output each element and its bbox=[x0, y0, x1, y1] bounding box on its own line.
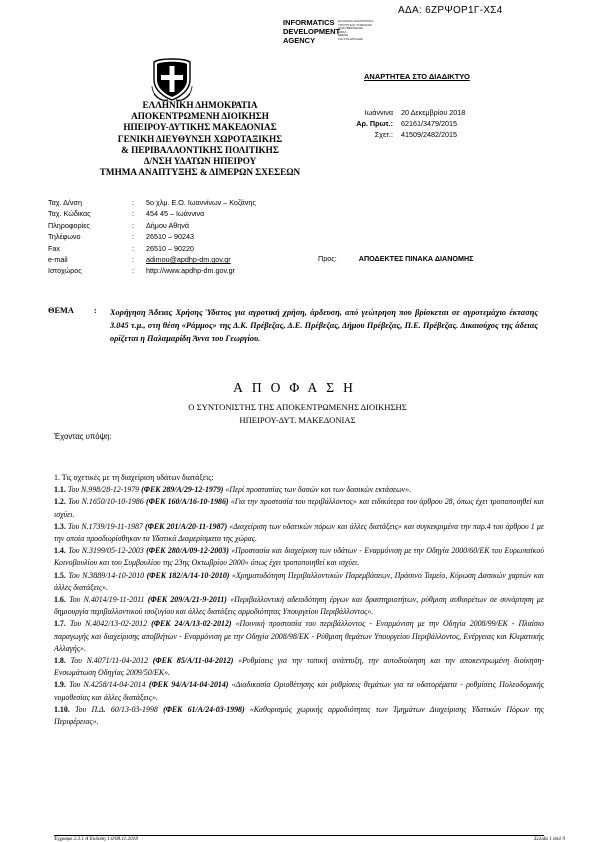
meta-date-row bbox=[330, 107, 465, 118]
page-number: Σελίδα 1 από 9 bbox=[534, 836, 565, 842]
ida-line: AGENCY bbox=[283, 36, 316, 45]
item-title: «Ρυθμίσεις για την τοπική ανάπτυξη, την αυτοδιοίκηση και την αποκεντρωμένη διοίκηση-Ενσωμάτωση Οδηγίας 2009/50/ΕΚ». bbox=[54, 656, 545, 678]
legal-item bbox=[54, 704, 544, 728]
recipients-label: Προς: bbox=[318, 254, 337, 263]
ida-line: INFORMATICS bbox=[283, 18, 335, 27]
item-gazette: (ΦΕΚ 289/Α/29-12-1979) bbox=[141, 485, 224, 495]
authority-line: ΑΠΟΚΕΝΤΡΩΜΕΝΗ ΔΙΟΙΚΗΣΗ bbox=[131, 111, 269, 122]
website-link[interactable]: http://www.apdhp-dm.gov.gr bbox=[146, 266, 235, 276]
item-law: Του Ν.4042/13-02-2012 bbox=[69, 619, 148, 629]
ida-fine-print bbox=[338, 20, 390, 42]
item-gazette: (ΦΕΚ 280/Α/09-12-2003) bbox=[146, 546, 229, 556]
meta-value: 62161/3479/2015 bbox=[401, 119, 457, 128]
legal-item bbox=[54, 655, 544, 679]
item-title: «Προστασία και διαχείριση των υδάτων - Εναρμόνιση με την Οδηγία 2000/60/ΕΚ του Ευρωπαϊκού Κοινοβουλίου και του Συμβουλίου της 23ης Οκτωβρίου 2000» όπως έχει τροποποιηθεί και ισχύει. bbox=[54, 546, 544, 568]
contact-row: Πληροφορίες : Δήμου Αθηνά bbox=[48, 220, 190, 230]
legal-item bbox=[54, 545, 544, 569]
recipients-value: ΑΠΟΔΕΚΤΕΣ ΠΙΝΑΚΑ ΔΙΑΝΟΜΗΣ bbox=[358, 254, 474, 263]
item-title: «Καθορισμός χωρικής αρμοδιότητας των Τμημάτων Διαχείρισης Υδατικών Πόρων της Περιφέρειας». bbox=[54, 704, 544, 727]
contact-label: Ταχ. Δ/νση bbox=[48, 198, 82, 207]
email-link[interactable]: adimou@apdhp-dm.gov.gr bbox=[146, 255, 231, 265]
section-heading: 1. Τις σχετικές με τη διαχείριση υδάτων διατάξεις: bbox=[54, 473, 214, 482]
legal-item bbox=[54, 618, 544, 655]
contact-label: Πληροφορίες bbox=[48, 220, 90, 230]
contact-label: Fax bbox=[48, 243, 60, 253]
item-title: «Περί προστασίας των δασών και των δασικών εκτάσεων». bbox=[225, 485, 412, 495]
item-gazette: (ΦΕΚ 182/Α/14-10-2010) bbox=[146, 570, 230, 580]
item-title: «Διαδικασία Οριοθέτησης και ρυθμίσεις θεμάτων για τα υδατορέματα - ρυθμίσεις Πολεοδομικής νομοθεσίας και άλλες διατάξεις». bbox=[54, 680, 544, 702]
contact-details bbox=[48, 197, 256, 277]
item-law: Του Ν.4258/14-04-2014 bbox=[69, 680, 146, 690]
posting-notice: ΑΝΑΡΤΗΤΕΑ ΣΤΟ ΔΙΑΔΙΚΤΥΟ bbox=[364, 72, 470, 81]
meta-label: Ιωάννινα bbox=[364, 108, 393, 117]
item-number: 1.2. bbox=[54, 497, 66, 507]
subject-label: ΘΕΜΑ bbox=[48, 306, 74, 315]
item-number: 1.9. bbox=[54, 680, 66, 690]
ida-line: DEVELOPMENT bbox=[283, 27, 341, 36]
authority-line: ΕΛΛΗΝΙΚΗ ΔΗΜΟΚΡΑΤΙΑ bbox=[142, 100, 258, 110]
document-meta bbox=[330, 107, 465, 140]
item-number: 1.4. bbox=[54, 546, 66, 556]
contact-label: Τηλέφωνο bbox=[48, 232, 81, 242]
ada-code: ΑΔΑ: 6ΖΡΨΟΡ1Γ-ΧΣ4 bbox=[398, 5, 503, 16]
authority-line: ΗΠΕΙΡΟΥ-ΔΥΤΙΚΗΣ ΜΑΚΕΔΟΝΙΑΣ bbox=[123, 122, 277, 133]
meta-value: 41509/2482/2015 bbox=[401, 130, 457, 139]
item-number: 1.7. bbox=[54, 619, 66, 629]
item-number: 1.1. bbox=[54, 485, 66, 495]
item-gazette: (ΦΕΚ 85/Α/11-04-2012) bbox=[152, 656, 234, 666]
contact-row: Τηλέφωνο : 26510 – 90243 bbox=[48, 232, 194, 242]
ida-fine-line: ΥΠΟΥΡΓΕΙΟ ΨΗΦΙΑΚΗΣ bbox=[338, 22, 372, 27]
item-law: Του Ν.1650/10-10-1986 bbox=[68, 497, 144, 507]
authority-line: ΤΜΗΜΑ ΑΝΑΠΤΥΞΗΣ & ΔΙΜΕΡΩΝ ΣΧΕΣΕΩΝ bbox=[99, 167, 301, 178]
contact-label: e-mail bbox=[48, 255, 68, 265]
legal-basis bbox=[54, 472, 544, 728]
contact-row: Fax : 26510 – 90220 bbox=[48, 243, 194, 253]
item-gazette: (ΦΕΚ 201/Α/20-11-1987) bbox=[145, 521, 228, 531]
item-gazette: (ΦΕΚ 209/Α/21-9-2011) bbox=[147, 595, 227, 605]
legal-item bbox=[54, 496, 544, 520]
contact-value: Δήμου Αθηνά bbox=[146, 220, 190, 230]
issuing-authority bbox=[80, 100, 320, 178]
item-law: Του Ν.3199/05-12-2003 bbox=[68, 546, 144, 556]
authority-line: Δ/ΝΣΗ ΥΔΑΤΩΝ ΗΠΕΙΡΟΥ bbox=[143, 156, 257, 167]
meta-value: 20 Δεκεμβρίου 2018 bbox=[401, 108, 466, 117]
coordinator-heading bbox=[0, 401, 595, 426]
meta-label: Σχετ.: bbox=[374, 130, 393, 139]
contact-value: 26510 – 90220 bbox=[146, 243, 194, 253]
contact-label: Ταχ. Κώδικας bbox=[48, 209, 91, 219]
item-law: Του Π.Δ. 60/13-03-1998 bbox=[75, 704, 158, 714]
item-title: «Περιβαλλοντική αδειοδότηση έργων και δραστηριοτήτων, ρύθμιση αυθαιρέτων σε συνάρτηση με δημιουργία περιβαλλοντικού ισοζυγίου και άλλες διατάξεις αρμοδιότητας Υπουργείου Περιβάλλοντος». bbox=[54, 595, 545, 617]
decision-heading: ΑΠΟΦΑΣΗ bbox=[233, 380, 362, 395]
item-law: Του Ν.4014/19-11-2011 bbox=[69, 595, 145, 605]
contact-value: 454 45 – Ιωάννινα bbox=[146, 209, 205, 219]
greek-coat-of-arms-icon bbox=[150, 56, 194, 102]
legal-item bbox=[54, 679, 544, 703]
subject-text: Χορήγηση Άδειας Χρήσης Ύδατος για αγροτική χρήση, άρδευση, από γεώτρηση που βρίσκεται σε αγροτεμάχιο έκτασης 3.045 τ.μ., στη θέση «Ράμμος» της Δ.Κ. Πρέβεζας, Δ.Ε. Πρέβεζας, Δήμου Πρέβεζας, Π.Ε. Πρέβεζας. Δικαιούχος της άδειας ορίζεται η Παλαμαρίδη Άννα του Γεωργίου. bbox=[110, 308, 538, 344]
ida-logo-text bbox=[283, 18, 340, 45]
item-number: 1.6. bbox=[54, 595, 66, 605]
coordinator-line: Ο ΣΥΝΤΟΝΙΣΤΗΣ ΤΗΣ ΑΠΟΚΕΝΤΡΩΜΕΝΗΣ ΔΙΟΙΚΗΣΗΣ bbox=[188, 402, 407, 412]
coordinator-line: ΗΠΕΙΡΟΥ-ΔΥΤ. ΜΑΚΕΔΟΝΙΑΣ bbox=[239, 414, 356, 425]
item-law: Του Ν.4071/11-04-2012 bbox=[70, 656, 149, 666]
meta-related-row bbox=[330, 129, 465, 140]
ida-fine-line: ΔΙΑΚΥΒΕΡΝΗΣΗΣ bbox=[338, 26, 364, 31]
item-gazette: (ΦΕΚ 160/Α/16-10-1986) bbox=[145, 497, 229, 507]
ida-fine-line: ΚΑΙ ΚΤΕ ΕΡΚΑΘΕ bbox=[338, 36, 363, 41]
item-title: «Ποινική προστασία του περιβάλλοντος - Εναρμόνιση με την Οδηγία 2008/99/ΕΚ - Πλαίσιο παραγωγής και διαχείρισης αποβλήτων - Εναρμόνιση με την Οδηγία 2008/98/ΕΚ - Ρύθμιση θεμάτων Υπουργείου Περιβάλλοντος, Ενέργειας και Κλιματικής Αλλαγής». bbox=[54, 619, 544, 653]
item-title: «Χρηματοδότηση Περιβαλλοντικών Παρεμβάσεων, Πράσινο Ταμείο, Κύρωση Δασικών χαρτών και άλλες διατάξεις». bbox=[54, 570, 544, 592]
subject-colon: : bbox=[94, 306, 97, 315]
contact-row: Ταχ. Δ/νση : 5ο χλμ. Ε.Ο. Ιωαννίνων – Κοζάνης bbox=[48, 198, 256, 207]
recipients bbox=[318, 254, 473, 263]
legal-item bbox=[54, 570, 544, 594]
item-number: 1.8. bbox=[54, 656, 66, 666]
item-number: 1.3. bbox=[54, 521, 66, 531]
contact-value: 26510 – 90243 bbox=[146, 232, 194, 242]
contact-row: Ιστοχώρος : http://www.apdhp-dm.gov.gr bbox=[48, 266, 235, 276]
footer-version: Έγγραφο 2.3.1 Α Έκδοση 1.0/08.11.2018 bbox=[54, 836, 138, 842]
contact-value: 5ο χλμ. Ε.Ο. Ιωαννίνων – Κοζάνης bbox=[146, 198, 256, 207]
contact-row: e-mail : adimou@apdhp-dm.gov.gr bbox=[48, 255, 231, 265]
authority-line: ΓΕΝΙΚΗ ΔΙΕΥΘΥΝΣΗ ΧΩΡΟΤΑΞΙΚΗΣ bbox=[117, 133, 283, 144]
item-gazette: (ΦΕΚ 24/Α/13-02-2012) bbox=[151, 619, 232, 629]
item-number: 1.10. bbox=[54, 704, 70, 714]
legal-items bbox=[54, 484, 544, 728]
item-gazette: (ΦΕΚ 94/Α/14-04-2014) bbox=[148, 680, 229, 690]
item-title: «Για την προστασία του περιβάλλοντος» και ειδικότερα του άρθρου 28, όπως έχει τροποποιηθεί και ισχύει. bbox=[54, 497, 544, 519]
item-title: «Διαχείριση των υδατικών πόρων και άλλες διατάξεις» και συγκεκριμένα την παρ.4 του άρθρου 1 με την οποία προσδιορίσθηκαν τα Υδατικά Διαμερίσματα της χώρας. bbox=[54, 521, 544, 544]
considering-label: Έχοντας υπόψη: bbox=[54, 432, 112, 441]
legal-item bbox=[54, 521, 544, 545]
legal-item bbox=[54, 594, 544, 618]
item-law: Του Ν.1739/19-11-1987 bbox=[68, 521, 143, 531]
meta-label: Αρ. Πρωτ.: bbox=[356, 119, 393, 128]
meta-protocol-row bbox=[330, 118, 465, 129]
contact-label: Ιστοχώρος bbox=[48, 266, 82, 276]
authority-line: & ΠΕΡΙΒΑΛΛΟΝΤΙΚΗΣ ΠΟΛΙΤΙΚΗΣ bbox=[121, 144, 279, 155]
ida-fine-line: ΕΒΕΚΕ bbox=[338, 33, 349, 38]
ida-fine-line: ΕΦΚΑ bbox=[338, 29, 347, 34]
item-gazette: (ΦΕΚ 61/Α/24-03-1998) bbox=[163, 704, 245, 714]
item-law: Του Ν.3889/14-10-2010 bbox=[68, 570, 145, 580]
legal-item bbox=[54, 484, 544, 496]
ida-fine-line: ΕΛΛΗΝΙΚΗ ΔΗΜΟΚΡΑΤΙΑ bbox=[338, 19, 374, 23]
item-law: Του Ν.998/28-12-1979 bbox=[67, 485, 140, 495]
item-number: 1.5. bbox=[54, 570, 66, 580]
contact-row: Ταχ. Κώδικας : 454 45 – Ιωάννινα bbox=[48, 209, 205, 219]
